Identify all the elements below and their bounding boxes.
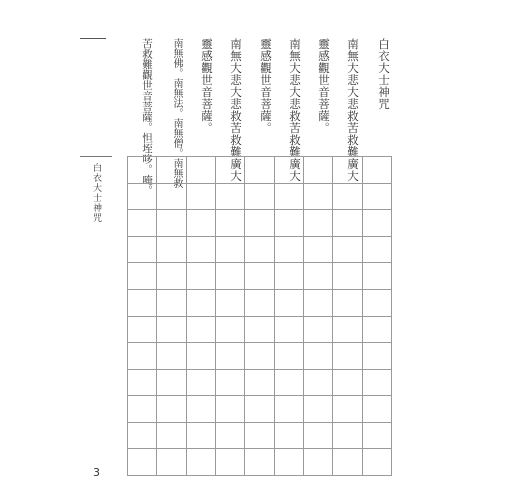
grid-cell [157, 184, 186, 211]
grid-cell [157, 423, 186, 450]
grid-cell [245, 423, 274, 450]
grid-cell [275, 290, 304, 317]
grid-cell [275, 263, 304, 290]
grid-cell [245, 396, 274, 423]
grid-cell [245, 343, 274, 370]
grid-cell [128, 317, 157, 344]
grid-cell [275, 157, 304, 184]
grid-cell [363, 343, 392, 370]
grid-cell [157, 157, 186, 184]
grid-cell [363, 396, 392, 423]
grid-cell [128, 396, 157, 423]
grid-cell [333, 343, 362, 370]
grid-cell [245, 184, 274, 211]
grid-cell [304, 290, 333, 317]
grid-cell [333, 396, 362, 423]
grid-cell [333, 290, 362, 317]
grid-cell [187, 370, 216, 397]
grid-cell [275, 423, 304, 450]
grid-cell [245, 157, 274, 184]
grid-cell [157, 263, 186, 290]
grid-cell [187, 423, 216, 450]
grid-cell [304, 184, 333, 211]
grid-cell [128, 290, 157, 317]
grid-cell [363, 449, 392, 476]
grid-cell [128, 423, 157, 450]
scripture-column: 南無大悲大悲救苦救難廣大 [346, 38, 360, 182]
grid-cell [187, 210, 216, 237]
grid-cell [333, 423, 362, 450]
grid-cell [275, 317, 304, 344]
grid-cell [245, 263, 274, 290]
scripture-column: 南無佛。南無法。南無僧。南無救 [171, 38, 182, 188]
grid-cell [157, 343, 186, 370]
grid-cell [304, 210, 333, 237]
grid-cell [128, 263, 157, 290]
grid-cell [216, 263, 245, 290]
grid-cell [304, 449, 333, 476]
grid-cell [275, 449, 304, 476]
grid-cell [333, 370, 362, 397]
grid-cell [333, 317, 362, 344]
grid-cell [216, 317, 245, 344]
grid-cell [304, 343, 333, 370]
grid-cell [128, 370, 157, 397]
grid-cell [304, 370, 333, 397]
grid-cell [187, 237, 216, 264]
grid-cell [216, 343, 245, 370]
grid-cell [275, 210, 304, 237]
grid-cell [216, 449, 245, 476]
practice-grid [127, 156, 392, 476]
grid-cell [216, 210, 245, 237]
sidebar-title: 白衣大士神咒 [91, 163, 101, 223]
grid-cell [187, 343, 216, 370]
grid-cell [363, 184, 392, 211]
grid-cell [333, 237, 362, 264]
grid-cell [187, 263, 216, 290]
grid-cell [187, 396, 216, 423]
grid-cell [157, 449, 186, 476]
grid-cell [128, 184, 157, 211]
page-number: 3 [93, 466, 100, 479]
grid-cell [333, 184, 362, 211]
top-divider-line [80, 38, 106, 39]
scripture-column: 靈感觀世音菩薩。 [317, 38, 331, 134]
scripture-column: 苦救難觀世音菩薩。怛垤哆。唵。 [141, 38, 153, 196]
grid-cell [363, 423, 392, 450]
grid-cell [187, 317, 216, 344]
grid-cell [304, 317, 333, 344]
scripture-column: 靈感觀世音菩薩。 [259, 38, 273, 134]
grid-cell [128, 237, 157, 264]
grid-cell [333, 449, 362, 476]
grid-cell [187, 157, 216, 184]
grid-cell [304, 396, 333, 423]
scripture-text-area [124, 38, 392, 196]
grid-cell [187, 290, 216, 317]
grid-cell [304, 263, 333, 290]
grid-cell [157, 237, 186, 264]
grid-cell [245, 290, 274, 317]
scripture-column: 南無大悲大悲救苦救難廣大 [288, 38, 302, 182]
grid-cell [363, 210, 392, 237]
grid-cell [304, 157, 333, 184]
grid-cell [216, 290, 245, 317]
grid-cell [363, 317, 392, 344]
grid-cell [304, 423, 333, 450]
grid-cell [275, 343, 304, 370]
grid-cell [187, 449, 216, 476]
grid-cell [157, 396, 186, 423]
grid-cell [128, 157, 157, 184]
grid-cell [128, 343, 157, 370]
grid-cell [333, 210, 362, 237]
grid-cell [245, 317, 274, 344]
grid-cell [275, 184, 304, 211]
grid-cell [128, 449, 157, 476]
grid-cell [216, 370, 245, 397]
scripture-title: 白衣大士神咒 [377, 38, 391, 110]
grid-cell [245, 237, 274, 264]
scripture-column: 靈感觀世音菩薩。 [200, 38, 214, 134]
grid-cell [333, 157, 362, 184]
scripture-column: 南無大悲大悲救苦救難廣大 [229, 38, 243, 182]
grid-cell [363, 370, 392, 397]
grid-cell [275, 396, 304, 423]
grid-cell [275, 237, 304, 264]
grid-cell [157, 317, 186, 344]
grid-cell [363, 290, 392, 317]
grid-cell [216, 423, 245, 450]
grid-cell [128, 210, 157, 237]
grid-cell [216, 157, 245, 184]
grid-cell [333, 263, 362, 290]
grid-cell [275, 370, 304, 397]
grid-cell [363, 263, 392, 290]
grid-cell [304, 237, 333, 264]
grid-cell [216, 396, 245, 423]
grid-cell [245, 370, 274, 397]
grid-cell [157, 370, 186, 397]
grid-cell [245, 449, 274, 476]
grid-cell [216, 184, 245, 211]
grid-cell [216, 237, 245, 264]
side-divider-line [80, 156, 112, 157]
grid-cell [157, 290, 186, 317]
grid-cell [245, 210, 274, 237]
grid-cell [187, 184, 216, 211]
grid-cell [157, 210, 186, 237]
grid-cell [363, 237, 392, 264]
grid-cell [363, 157, 392, 184]
